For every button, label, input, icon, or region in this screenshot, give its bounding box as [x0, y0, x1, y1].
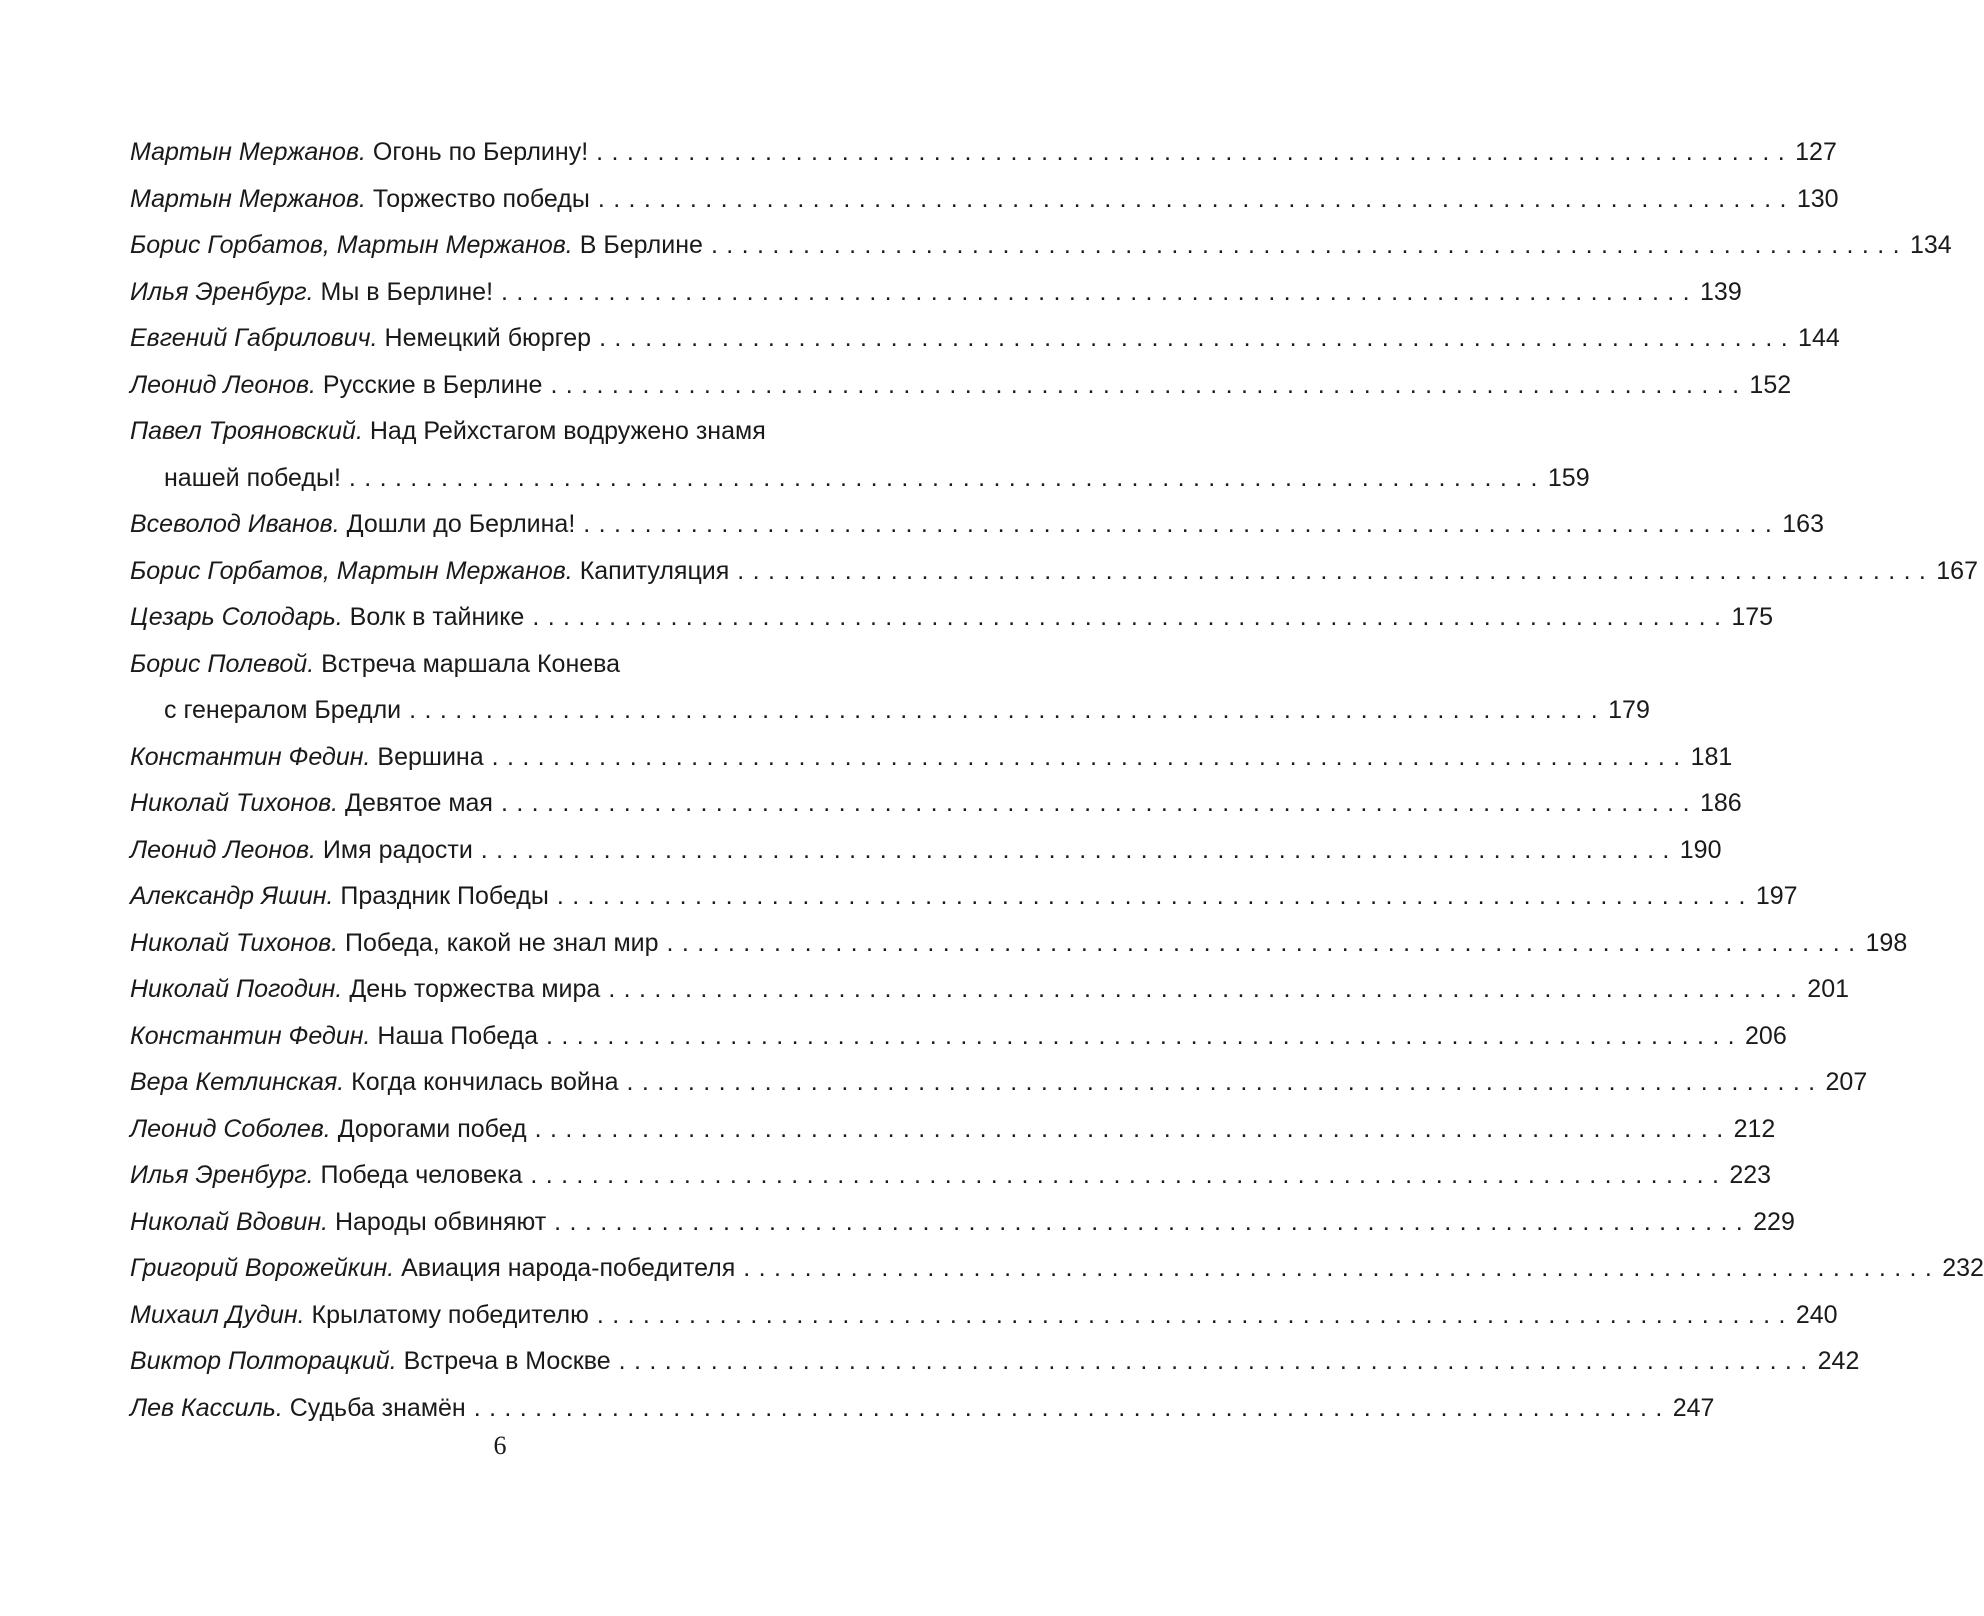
toc-author: Борис Полевой. — [130, 649, 315, 678]
toc-entry — [130, 594, 1774, 641]
leader-dots: .............................................................................. — [710, 231, 1908, 259]
toc-entry — [130, 920, 1908, 967]
toc-entry — [130, 315, 1840, 362]
toc-author: Мартын Мержанов. — [130, 138, 366, 166]
toc-entry — [130, 641, 908, 688]
toc-title-continuation: нашей победы! — [164, 463, 341, 492]
toc-entry — [130, 1106, 1776, 1153]
toc-title: Дошли до Берлина! — [339, 510, 576, 538]
toc-title: Победа, какой не знал мир — [338, 928, 659, 957]
leader-dots: .............................................................................. — [583, 510, 1781, 538]
toc-author: Мартын Мержанов. — [130, 184, 366, 213]
leader-dots: .............................................................................. — [743, 1254, 1941, 1282]
toc-title: Когда кончилась война — [344, 1068, 619, 1096]
toc-entry — [130, 501, 1824, 548]
leader-dots: .............................................................................. — [666, 928, 1864, 957]
toc-entry — [130, 129, 1837, 176]
toc-author: Николай Погодин. — [130, 975, 343, 1003]
toc-entry — [130, 1152, 1772, 1199]
leader-dots: .............................................................................. — [556, 882, 1754, 910]
toc-author: Константин Федин. — [130, 742, 371, 771]
toc-page-number: 242 — [1817, 1347, 1860, 1375]
toc-author: Михаил Дудин. — [130, 1300, 305, 1329]
leader-dots: .............................................................................. — [550, 370, 1748, 399]
toc-title: Наша Победа — [370, 1021, 539, 1050]
toc-page-number: 232 — [1942, 1254, 1984, 1282]
toc-entry — [130, 176, 1839, 223]
toc-page-number: 127 — [1795, 138, 1837, 166]
leader-dots: .............................................................................. — [491, 742, 1689, 771]
toc-author: Илья Эренбург. — [130, 1161, 314, 1189]
toc-page-number: 223 — [1729, 1161, 1772, 1189]
toc-author: Леонид Леонов. — [130, 835, 316, 864]
toc-entry — [130, 1338, 1860, 1385]
toc-page-number: 212 — [1733, 1114, 1776, 1143]
toc-page-number: 167 — [1936, 556, 1978, 585]
leader-dots: .............................................................................. — [480, 835, 1678, 864]
toc-author: Леонид Леонов. — [130, 370, 316, 399]
leader-dots: .............................................................................. — [618, 1347, 1816, 1375]
toc-author: Вера Кетлинская. — [130, 1068, 345, 1096]
toc-entry — [130, 1059, 1868, 1106]
toc-title: Встреча маршала Конева — [314, 649, 621, 678]
toc-title: Праздник Победы — [333, 882, 549, 910]
toc-entry-continuation — [130, 455, 1590, 502]
toc-entry-continuation — [130, 687, 1650, 734]
leader-dots: .............................................................................. — [737, 556, 1935, 585]
toc-title: Авиация народа-победителя — [394, 1254, 736, 1282]
leader-dots: .............................................................................. — [534, 1114, 1732, 1143]
toc-title: Крылатому победителю — [304, 1300, 589, 1329]
toc-page-number: 186 — [1699, 789, 1742, 817]
toc-page-number: 152 — [1749, 370, 1792, 399]
toc-title-continuation: с генералом Бредли — [164, 696, 402, 724]
leader-dots: .............................................................................. — [530, 1161, 1728, 1189]
toc-entry — [130, 1199, 1795, 1246]
toc-entry — [130, 408, 908, 455]
toc-page-number: 207 — [1825, 1068, 1868, 1096]
toc-page-number: 139 — [1700, 277, 1742, 306]
toc-title: Дорогами побед — [330, 1114, 527, 1143]
toc-title: Русские в Берлине — [315, 370, 543, 399]
toc-author: Константин Федин. — [130, 1021, 371, 1050]
toc-author: Александр Яшин. — [130, 882, 334, 910]
toc-title: День торжества мира — [342, 975, 601, 1003]
toc-entry — [130, 780, 1742, 827]
toc-title: Капитуляция — [572, 556, 730, 585]
toc-author: Илья Эренбург. — [130, 277, 314, 306]
page-number: 6 — [493, 1431, 507, 1460]
toc-page-number: 159 — [1547, 463, 1590, 492]
toc-entry — [130, 966, 1850, 1013]
toc-page-number: 179 — [1608, 696, 1650, 724]
toc-title: Мы в Берлине! — [313, 277, 494, 306]
toc-title: Имя радости — [315, 835, 473, 864]
toc-page-number: 198 — [1865, 928, 1908, 957]
leader-dots: .............................................................................. — [500, 789, 1698, 817]
toc-entry — [130, 1292, 1838, 1339]
leader-dots: .............................................................................. — [546, 1021, 1744, 1050]
toc-title: Над Рейхстагом водружено знамя — [362, 417, 766, 445]
toc-page-number: 181 — [1690, 742, 1733, 771]
toc-entry — [130, 1013, 1787, 1060]
toc-page-number: 175 — [1731, 603, 1774, 631]
toc-author: Лев Кассиль. — [130, 1393, 283, 1422]
toc-title: Огонь по Берлину! — [365, 138, 589, 166]
toc-title: В Берлине — [572, 231, 703, 259]
table-of-contents — [130, 129, 1984, 1431]
leader-dots: .............................................................................. — [599, 324, 1797, 352]
leader-dots: .............................................................................. — [348, 463, 1546, 492]
leader-dots: .............................................................................. — [554, 1207, 1752, 1236]
toc-author: Всеволод Иванов. — [130, 510, 340, 538]
toc-entry — [130, 1245, 1984, 1292]
toc-entry — [130, 1385, 1715, 1432]
toc-author: Цезарь Солодарь. — [130, 603, 343, 631]
toc-author: Григорий Ворожейкин. — [130, 1254, 395, 1282]
leader-dots: .............................................................................. — [409, 696, 1607, 724]
toc-author: Борис Горбатов, Мартын Мержанов. — [130, 556, 573, 585]
toc-author: Борис Горбатов, Мартын Мержанов. — [130, 231, 573, 259]
toc-page-number: 163 — [1782, 510, 1824, 538]
leader-dots: .............................................................................. — [597, 184, 1795, 213]
leader-dots: .............................................................................. — [473, 1393, 1671, 1422]
toc-entry — [130, 734, 1733, 781]
toc-title: Вершина — [370, 742, 484, 771]
leader-dots: .............................................................................. — [608, 975, 1806, 1003]
toc-page-number: 144 — [1798, 324, 1840, 352]
leader-dots: .............................................................................. — [626, 1068, 1824, 1096]
toc-title: Торжество победы — [365, 184, 590, 213]
toc-entry — [130, 827, 1722, 874]
toc-title: Судьба знамён — [282, 1393, 466, 1422]
toc-author: Николай Тихонов. — [130, 789, 339, 817]
toc-page-number: 197 — [1755, 882, 1798, 910]
toc-entry — [130, 873, 1798, 920]
toc-title: Встреча в Москве — [396, 1347, 611, 1375]
toc-entry — [130, 362, 1792, 409]
toc-title: Девятое мая — [338, 789, 493, 817]
toc-entry — [130, 548, 1978, 595]
toc-entry — [130, 269, 1742, 316]
toc-title: Немецкий бюргер — [377, 324, 592, 352]
leader-dots: .............................................................................. — [596, 138, 1794, 166]
toc-page-number: 134 — [1909, 231, 1952, 259]
toc-page-number: 206 — [1745, 1021, 1787, 1050]
toc-page-number: 229 — [1753, 1207, 1795, 1236]
toc-title: Волк в тайнике — [342, 603, 525, 631]
leader-dots: .............................................................................. — [501, 277, 1699, 306]
leader-dots: .............................................................................. — [532, 603, 1730, 631]
leader-dots: .............................................................................. — [596, 1300, 1794, 1329]
toc-entry — [130, 222, 1952, 269]
toc-page-number: 130 — [1796, 184, 1839, 213]
toc-author: Павел Трояновский. — [130, 417, 363, 445]
toc-title: Народы обвиняют — [328, 1207, 547, 1236]
toc-author: Николай Вдовин. — [130, 1207, 329, 1236]
toc-author: Николай Тихонов. — [130, 928, 339, 957]
toc-author: Евгений Габрилович. — [130, 324, 378, 352]
toc-page-number: 201 — [1807, 975, 1850, 1003]
toc-page-number: 240 — [1795, 1300, 1838, 1329]
toc-page-number: 190 — [1679, 835, 1722, 864]
toc-title: Победа человека — [313, 1161, 523, 1189]
toc-page-number: 247 — [1672, 1393, 1715, 1422]
toc-author: Леонид Соболев. — [130, 1114, 331, 1143]
toc-author: Виктор Полторацкий. — [130, 1347, 397, 1375]
